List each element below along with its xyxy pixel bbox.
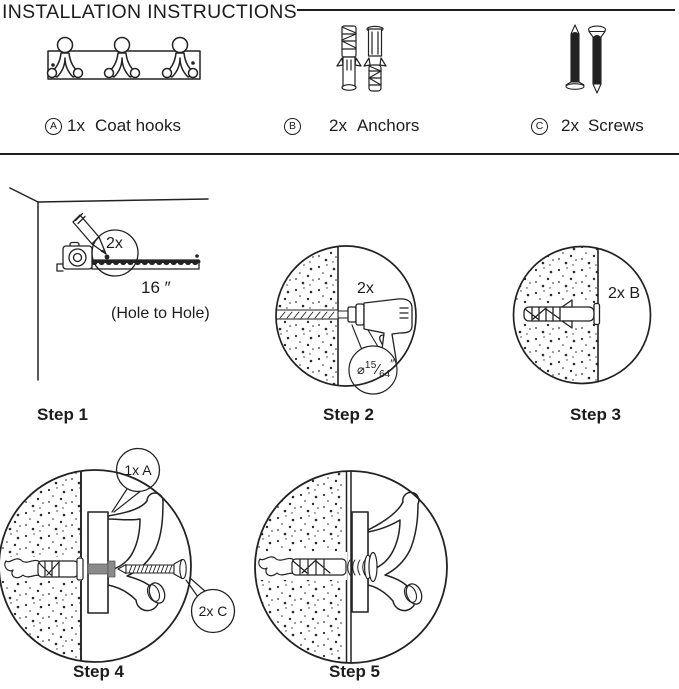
rail-cross-section bbox=[88, 512, 108, 613]
hook-side-profile bbox=[368, 492, 425, 610]
screws-drawing bbox=[560, 22, 612, 100]
part-a-label bbox=[45, 116, 181, 136]
pencil-mark-dot bbox=[105, 255, 110, 260]
part-c-label bbox=[531, 116, 644, 136]
screw-left bbox=[566, 25, 584, 89]
step2-drawing bbox=[270, 240, 430, 400]
step4-balloon-hooks: 1x A bbox=[124, 462, 152, 478]
section-divider bbox=[0, 153, 679, 155]
step2-holes-qty: 2x bbox=[357, 280, 374, 297]
part-b-label bbox=[284, 116, 419, 136]
step3-qty: 2x B bbox=[608, 285, 641, 302]
step2-label: Step 2 bbox=[323, 405, 375, 424]
anchor-left bbox=[337, 26, 361, 90]
step5-drawing bbox=[252, 468, 452, 668]
step4-label: Step 4 bbox=[73, 662, 125, 681]
title-rule bbox=[297, 9, 675, 11]
step3-drawing bbox=[510, 243, 656, 389]
drill-bit-size bbox=[357, 358, 394, 380]
hook-side-profile bbox=[108, 493, 168, 611]
step1-distance: 16 ″ bbox=[141, 278, 171, 297]
second-mark-dot bbox=[195, 254, 199, 258]
anchors-drawing bbox=[336, 22, 388, 98]
part-a-name: Coat hooks bbox=[94, 116, 181, 135]
tape-measure-icon bbox=[57, 243, 199, 272]
part-c-name: Screws bbox=[587, 116, 644, 135]
coat-hooks-drawing bbox=[42, 30, 210, 86]
part-a-badge: A bbox=[45, 118, 62, 135]
screw-right bbox=[589, 26, 606, 93]
step1-distance-note: (Hole to Hole) bbox=[111, 305, 210, 322]
step1-drawing bbox=[0, 180, 230, 402]
part-b-name: Anchors bbox=[356, 116, 420, 135]
wall-corner bbox=[10, 188, 208, 380]
bit-numerator: 15 bbox=[364, 360, 377, 371]
step4-balloon-screws: 2x C bbox=[198, 603, 228, 619]
page-title: INSTALLATION INSTRUCTIONS bbox=[2, 1, 297, 23]
diameter-icon: ⌀ bbox=[357, 362, 365, 377]
step5-label: Step 5 bbox=[329, 662, 381, 681]
step1-label: Step 1 bbox=[37, 405, 89, 424]
part-c-qty: 2x bbox=[561, 116, 579, 135]
part-b-badge: B bbox=[284, 118, 301, 135]
bit-slash: ⁄ bbox=[376, 361, 380, 378]
part-b-qty: 2x bbox=[329, 116, 347, 135]
bit-unit: ″ bbox=[390, 358, 395, 370]
step3-label: Step 3 bbox=[570, 405, 622, 424]
wall-section bbox=[274, 244, 338, 388]
part-a-qty: 1x bbox=[67, 116, 85, 135]
anchor-in-wall bbox=[5, 558, 83, 580]
part-c-badge: C bbox=[531, 118, 548, 135]
anchor-right bbox=[364, 26, 386, 91]
step1-marks-qty: 2x bbox=[106, 235, 123, 252]
bit-denominator: 64 bbox=[379, 369, 391, 380]
